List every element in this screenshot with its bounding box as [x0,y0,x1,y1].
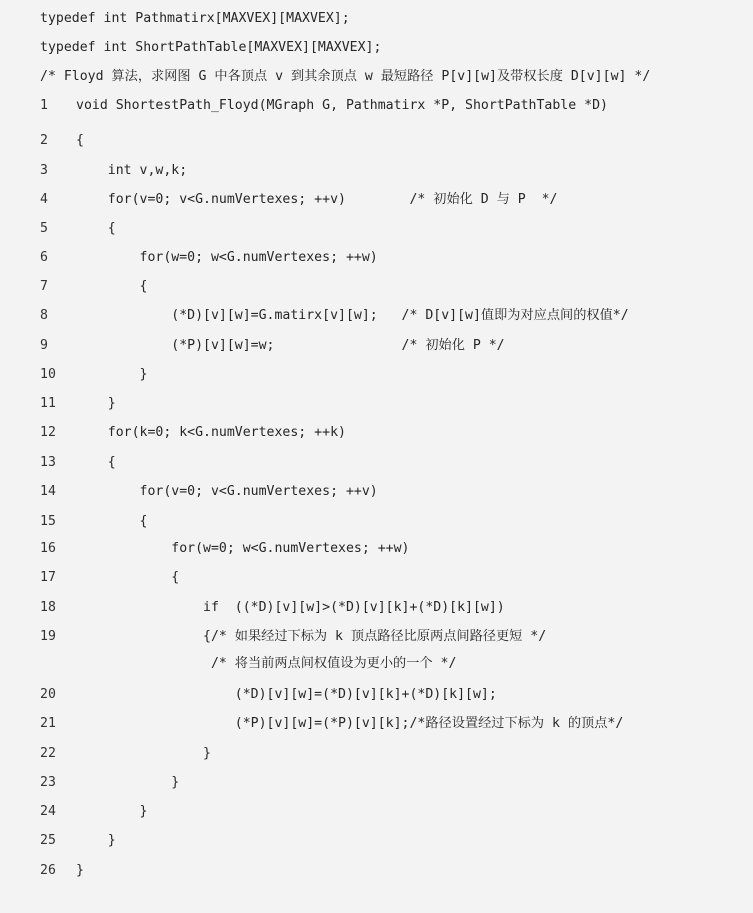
line-number: 24 [40,804,56,819]
line-number: 8 [40,308,48,323]
line-code: /* 将当前两点间权值设为更小的一个 */ [76,656,457,671]
code-line [0,826,753,856]
line-number: 12 [40,425,56,440]
line-number: 15 [40,514,56,529]
line-number: 5 [40,221,48,236]
code-line [0,649,753,679]
code-line [0,507,753,537]
code-line [0,389,753,419]
line-number: 2 [40,133,48,148]
line-code: } [76,775,180,790]
line-number: 23 [40,775,56,790]
line-code: for(w=0; w<G.numVertexes; ++w) [76,541,410,556]
line-code: (*D)[v][w]=(*D)[v][k]+(*D)[k][w]; [76,687,497,702]
floyd-comment-line: /* Floyd 算法，求网图 G 中各顶点 v 到其余顶点 w 最短路径 P[v][w]及带权长度 D[v][w] */ [40,69,651,84]
line-code: { [76,221,116,236]
code-line [0,156,753,186]
line-number: 18 [40,600,56,615]
typedef-shortpathtable-line: typedef int ShortPathTable[MAXVEX][MAXVEX]; [40,40,382,55]
code-line [0,680,753,710]
line-code: } [76,833,116,848]
code-line [0,856,753,886]
code-line [0,622,753,652]
line-number: 21 [40,716,56,731]
code-line [0,185,753,215]
line-code: { [76,133,84,148]
code-line [0,739,753,769]
code-line [0,360,753,390]
line-number: 19 [40,629,56,644]
code-line [0,301,753,331]
typedef-pathmatirx-line: typedef int Pathmatirx[MAXVEX][MAXVEX]; [40,11,350,26]
code-line [0,448,753,478]
line-code: for(k=0; k<G.numVertexes; ++k) [76,425,346,440]
line-number: 26 [40,863,56,878]
line-number: 4 [40,192,48,207]
line-number: 9 [40,338,48,353]
code-line [0,418,753,448]
line-code: { [76,455,116,470]
line-number: 16 [40,541,56,556]
line-code: for(v=0; v<G.numVertexes; ++v) [76,484,378,499]
line-code: for(v=0; v<G.numVertexes; ++v) /* 初始化 D 与 P */ [76,192,558,207]
code-line [0,214,753,244]
line-code: {/* 如果经过下标为 k 顶点路径比原两点间路径更短 */ [76,629,547,644]
line-number: 25 [40,833,56,848]
code-line [0,797,753,827]
line-code: (*D)[v][w]=G.matirx[v][w]; /* D[v][w]值即为对应点间的权值*/ [76,308,629,323]
line-code: } [76,367,148,382]
line-number: 11 [40,396,56,411]
code-line [0,91,753,121]
code-line [0,331,753,361]
code-line [0,477,753,507]
line-code: (*P)[v][w]=(*P)[v][k];/*路径设置经过下标为 k 的顶点*/ [76,716,624,731]
code-line [0,768,753,798]
line-number: 22 [40,746,56,761]
line-number: 7 [40,279,48,294]
code-line [0,272,753,302]
line-code: } [76,863,84,878]
line-number: 6 [40,250,48,265]
code-line [0,563,753,593]
line-code: void ShortestPath_Floyd(MGraph G, Pathmatirx *P, ShortPathTable *D) [76,98,608,113]
code-line [0,126,753,156]
line-code: { [76,570,180,585]
line-code: (*P)[v][w]=w; /* 初始化 P */ [76,338,505,353]
line-code: { [76,514,148,529]
line-number: 1 [40,98,48,113]
line-number: 3 [40,163,48,178]
code-line [0,709,753,739]
line-code: } [76,804,148,819]
line-number: 14 [40,484,56,499]
line-code: } [76,746,211,761]
line-number: 10 [40,367,56,382]
line-code: int v,w,k; [76,163,188,178]
line-number: 17 [40,570,56,585]
code-line [0,593,753,623]
line-code: { [76,279,148,294]
line-code: for(w=0; w<G.numVertexes; ++w) [76,250,378,265]
line-code: } [76,396,116,411]
code-line [0,534,753,564]
code-line [0,243,753,273]
line-code: if ((*D)[v][w]>(*D)[v][k]+(*D)[k][w]) [76,600,505,615]
line-number: 13 [40,455,56,470]
line-number: 20 [40,687,56,702]
